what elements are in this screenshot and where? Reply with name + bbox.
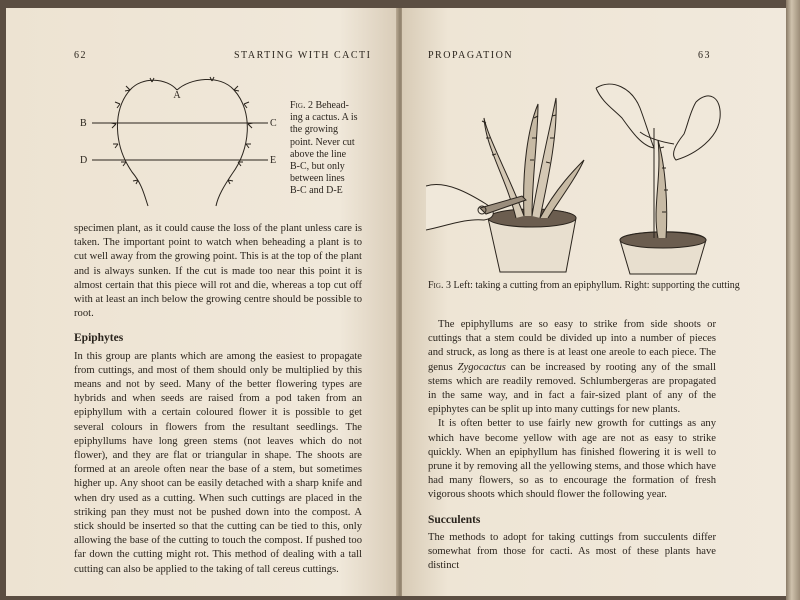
label-b: B bbox=[80, 118, 87, 129]
running-head: STARTING WITH CACTI bbox=[234, 50, 372, 61]
right-body-text bbox=[428, 318, 716, 573]
paragraph: In this group are plants which are among the easiest to propagate from cuttings, and most of them should only be multiplied by this means and not by seed. Many of the better flowering types are hybrids and when seeds are raised from a pod taken from an epiphyllum with a certain coloured flower it is possible to get several colours in flowers from the resultant seedlings. The epiphyllums have long green stems (not leaves which do not flower), and they are flat or triangular in shape. The shoots are formed at an areole often near the base of a stem, but sometimes higher up. Any shoot can be easily detached with a sharp knife and when dry used as a cutting. When such cuttings are placed in the striking pan they must not be pushed down into the compost. A stick should be inserted so that the cutting can be tied to this, only allowing the base of the cutting to touch the compost. If pushed too far down the cutting might rot. This method of dealing with a tall cutting can also be applied to the taking of tall cereus cuttings. bbox=[74, 350, 362, 575]
paragraph: specimen plant, as it could cause the loss of the plant unless care is taken. The important point to watch when beheading a plant is to cut well away from the growing point. This is at the top of the plant and is always sunken. If the cut is made too near this point it is almost certain that this piece will rot and die, whereas a top cut off with at least an inch below the growing centre should be possible to root. bbox=[74, 223, 362, 320]
label-d: D bbox=[80, 155, 88, 166]
page-number: 63 bbox=[698, 50, 711, 61]
left-body-text bbox=[74, 222, 362, 577]
right-page bbox=[402, 8, 786, 596]
beheading-cactus-figure bbox=[72, 76, 292, 216]
label-e: E bbox=[270, 155, 277, 166]
paragraph: The epiphyllums are so easy to strike from side shoots or cuttings that a stem could be divided up into a number of pieces and struck, as long as there is at least one areole to each piece. The genus Zygocactus can be increased by rooting any of the small stems which are readily removed. Schlumbergeras are propagated in the same way, and in fact a fair-sized plant of any of the epiphytes can be split up into many cuttings for new plants. bbox=[428, 319, 716, 416]
page-edges bbox=[786, 0, 800, 600]
epiphyllum-cutting-figure bbox=[426, 68, 726, 278]
running-head: PROPAGATION bbox=[428, 50, 514, 61]
figure-3-caption: Fig. 3 Left: taking a cutting from an epiphyllum. Right: supporting the cutting bbox=[428, 280, 740, 291]
paragraph: The methods to adopt for taking cuttings from succulents differ somewhat from those for cacti. As most of these plants have distinct bbox=[428, 531, 716, 572]
section-heading-succulents: Succulents bbox=[428, 513, 481, 526]
label-a: A bbox=[173, 90, 181, 101]
figure-2-caption: Fig. 2 Behead- ing a cactus. A is the growing point. Never cut above the line B-C, but only between lines B-C and D-E bbox=[290, 100, 358, 197]
paragraph: It is often better to use fairly new growth for cuttings as any which have become yellow with age are not as easy to strike quickly. When an epiphyllum has finished flowering it is well to prune it by removing all the yellowing stems, and those which have had many flowers, so as to encourage the formation of fresh vigorous shoots which should flower the following year. bbox=[428, 418, 716, 501]
section-heading-epiphytes: Epiphytes bbox=[74, 332, 124, 345]
left-page bbox=[6, 8, 398, 596]
page-number: 62 bbox=[74, 50, 87, 61]
label-c: C bbox=[270, 118, 277, 129]
